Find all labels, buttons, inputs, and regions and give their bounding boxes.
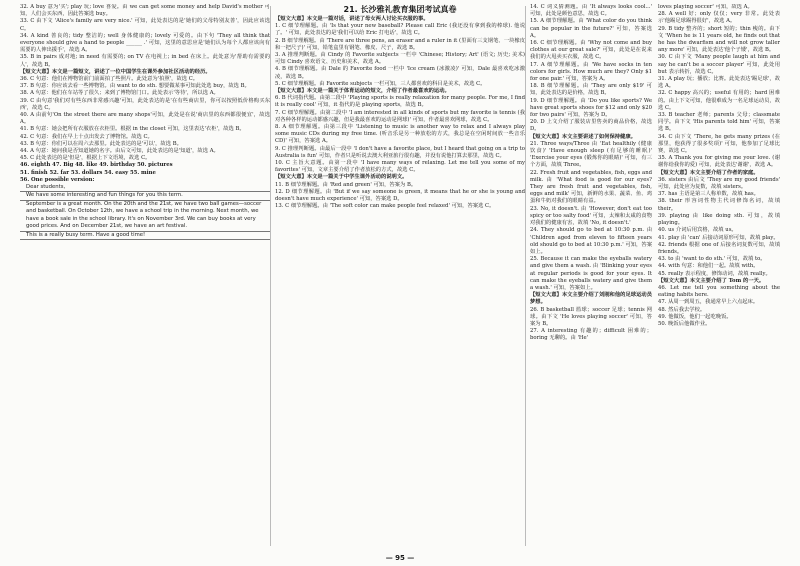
answer-paragraph: 6. B 代词指代题。由第二段中 'Playing sports is really relaxation for many people. For me, I find it is really cool' 可知，it 指代的是 playing sports，故选 B。 — [275, 95, 525, 109]
column-divider-left — [270, 6, 271, 546]
answer-paragraph: 37. has 主语是第三人称单数，故填 has。 — [658, 191, 759, 198]
answer-paragraph: 33. B teacher 老师；parents 父母；classmate 同学。由下文 'His parents told him' 可知，答案选 B。 — [658, 112, 780, 133]
answer-column-right — [530, 4, 780, 549]
answer-subcolumn-b — [658, 4, 780, 328]
answer-paragraph: 29. B tidy 整齐的；short 短的；thin 瘦的。由下文 'When he is 11 years old, he finds out that he has the dwarfism and will not grow taller any more' 可知，此处表达'他个子矮'，故选 B。 — [658, 25, 780, 54]
answer-paragraph: 42. C 句意：我们在早上十点出发去了博物馆。故选 C。 — [20, 133, 153, 140]
answer-paragraph: 12. D 细节理解题。由 'But if we say someone is green, it means that he or she is young and doesn't have much experience' 可知，答案选 D。 — [275, 188, 525, 203]
answer-paragraph: 47. 从周一到周五，我通常早上六点起床。 — [658, 299, 759, 306]
page-number: — 95 — — [385, 554, 415, 562]
answer-paragraph: 36. C 句意：他们在博物馆前门前面拍了些照片。此处意为'拍照'，故选 C。 — [20, 76, 199, 83]
answer-paragraph: 33. C 由下文 'Alice's family are very nice.' 可知，此处表达的是'她们的父母特别友善'，因此应该选 C。 — [20, 18, 270, 32]
passage-summary: 【短文大意】本文主要介绍了 Tom 的一天。 — [658, 277, 765, 284]
answer-paragraph: 37. B 句意：你应该去看一些博物馆。由 want to do sth. 想要做某事可知此处选 buy，故选 B。 — [20, 83, 250, 90]
answer-paragraph: 32. A buy 意为'买'; play 玩; love 喜爱。由 we can get some money and help David's mother 可知，人们会买东西，因此答案选 buy。 — [20, 4, 270, 18]
page-title: 21. 长沙雅礼教育集团考试真卷 — [343, 5, 457, 14]
answer-paragraph: 36. sisters 由后文 'They are my good friends' 可知，此处应为复数，故填 sisters。 — [658, 176, 780, 191]
answer-paragraph: 21. Three ways/Three 由 'Eat healthily (健康饮食)' 'Have enough sleep (有足够的睡眠)' 'Exercise your eyes (锻炼你的眼睛)' 可知，有三个方面，故填 Three。 — [530, 140, 652, 169]
answer-paragraph: 9. C 推理判断题。由最后一段中 'I don't have a favorite place, but I heard that going on a trip to Australia is fun' 可知，作者只是听说去澳大利亚旅行很有趣，并没有说他打算去那里，故选 C。 — [275, 145, 525, 159]
answer-paragraph: 15. A 细节理解题。由 'What color do you think can be popular in the future?' 可知，答案选 A。 — [530, 18, 652, 39]
answer-paragraph: 44. with 句意：和他们一起。故填 with。 — [658, 263, 759, 270]
answer-paragraph: 43. to 由 'want to do sth.' 可知，故填 to。 — [658, 256, 766, 263]
answer-paragraph: 42. friends 根据 one of 后接名词复数可知，故填 friends。 — [658, 241, 780, 255]
answer-paragraph: 50. 晚饭后他做作业。 — [658, 320, 711, 327]
letter-salutation: Dear students, — [20, 184, 270, 192]
column-divider-right — [525, 6, 526, 546]
answer-paragraph: 26. B basketball 篮球；soccer 足球；tennis 网球。由下文 'He loves playing soccer' 可知，答案为 B。 — [530, 306, 652, 327]
answer-paragraph: 17. A 细节理解题。由 'We have socks in ten colors for girls. How much are they? Only $1 for one pair.' 可知，答案为 A。 — [530, 61, 652, 83]
answer-paragraph: 41. B 句意：她会把所有衣服放在衣柜里。根据 in the closet 可知，这里表达'衣柜'，故选 B。 — [20, 126, 245, 133]
answer-column-left — [20, 4, 270, 549]
answer-paragraph: 44. A 句意：她问我是否知道她的名字。由后文可知，此处表达的是'知道'，故选 A。 — [20, 148, 219, 155]
answer-paragraph: 39. playing 由 like doing sth. 可知，故填 playing。 — [658, 212, 780, 227]
answer-paragraph: loves playing soccer' 可知，故选 A。 — [658, 4, 753, 10]
passage-summary: 【短文大意】本文主要讲述了如何保持健康。 — [530, 133, 636, 140]
answer-paragraph: 13. C 细节理解题。由 'The soft color can make people feel relaxed' 可知，答案选 C。 — [275, 203, 495, 210]
letter-line: We have some interesting and fun things for you this term. — [20, 192, 270, 200]
passage-summary: 【短文大意】本文主要介绍了刘刚和他的足球运动员梦想。 — [530, 292, 652, 306]
answer-paragraph: 20. D 上文介绍了服装店里售卖的商品价格，故选 D。 — [530, 119, 652, 133]
passage-summary: 【短文大意】本文是一篇关于体育运动的短文，介绍了作者最喜欢的运动。 — [275, 88, 450, 95]
answer-subcolumn-a — [530, 4, 652, 343]
answer-paragraph: 7. C 细节理解题。由第二段中 'I am interested in all kinds of sports but my favorite is tennis (我对各种各样的运动都感兴趣，但是我最喜欢的运动是网球)' 可知，作者最喜欢网球，故选 C。 — [275, 109, 525, 123]
answer-paragraph: 2. B 细节理解题。由 'There are three pens, an eraser and a ruler in it (里面有三支钢笔、一块橡皮和一把尺子)' 可知，铅笔盒里有钢笔、橡皮、尺子，故选 B。 — [275, 37, 525, 51]
answer-paragraph: 3. A 推理判断题。由 Cindy 的 Favorite subjects 一栏中 'Chinese; History; Art' (语文; 历史; 美术) 可知 Cindy 喜欢语文、历史和美术，故选 A。 — [275, 52, 525, 66]
answer-paragraph: 40. us 介词后用宾格，故填 us。 — [658, 227, 737, 234]
answer-paragraph: 39. C 由句意'我们对有些东西非常感兴趣'可知，此处表达的是'在有些商店里，你可以按照低价格购买东西'，故选 C。 — [20, 97, 270, 111]
answer-paragraph: 34. A kind 善良的; tidy 整洁的; well 身体健康的; lovely 可爱的。由下句 'They all think that everyone should give a hand to people ______ .' 可知，这里的意思应是'她们认为每个人都应该向有需要的人伸出援手'，故选 A。 — [20, 32, 270, 54]
answer-paragraph: 45. C 此处表达的是'但是'，根据上下文语境，故选 C。 — [20, 155, 151, 162]
answer-paragraph: 49. 他做饭，他们一起吃晚饭。 — [658, 313, 732, 320]
answer-paragraph: 10. C 主旨大意题。由第一段中 'I have many ways of relaxing. Let me tell you some of my favorites' 可知，文章主要介绍了作者放松的方式，故选 C。 — [275, 160, 525, 174]
letter-line: September is a great month. On the 20th and the 21st, we have two ball games—soccer and basketball. On October 12th, we have a school trip in the morning. Next month, we have a book sale in the school library. It's on November 3rd. We can buy books at very good prices. And on December 21st, we have an art festival. — [20, 201, 270, 232]
answer-paragraph: 4. B 细节理解题。由 Dale 的 Favorite food 一栏中 'Ice cream (冰激凌)' 可知，Dale 最喜欢吃冰激凌，故选 B。 — [275, 66, 525, 80]
answer-paragraph: 27. A interesting 有趣的；difficult 困难的；boring 无聊的。由 'He' — [530, 328, 652, 342]
answer-paragraph: 14. C 词义猜测题。由 'It always looks cool...' 可知，此处是颜色意思，故选 C。 — [530, 4, 652, 18]
answer-paragraph: 45. really 表示程度，修饰动词，故填 really。 — [658, 270, 771, 277]
answer-paragraph: 22. Fresh fruit and vegetables, fish, eggs and milk. 由 'What food is good for our eyes? They are fresh fruit and vegetables, fish, eggs and milk' 可知，新鲜的水果、蔬菜、鱼、鸡蛋和牛奶对我们的眼睛有益。 — [530, 169, 652, 205]
answer-paragraph: 46. Let me tell you something about the eating habits here. — [658, 284, 780, 299]
answer-paragraph: 28. A well 好；only 仅仅；very 非常。此处表示'他踢足球踢得很好'，故选 A。 — [658, 11, 780, 25]
passage-summary: 【短文大意】本文是一篇对话，讲述了母女两人讨论买衣服的事。 — [275, 16, 429, 22]
answer-paragraph: 23. No, it doesn't. 由 'However, don't eat too spicy or too salty food' 可知，太辣和太咸的食物对我们的健康有害，故填 'No, it doesn't.' — [530, 205, 652, 227]
answer-paragraph: 18. B 细节理解题。由 'They are only $19' 可知，此处表达的是价格，故选 B。 — [530, 83, 652, 97]
answer-paragraph: 24. They should go to bed at 10:30 p.m. 由 'Children aged from eleven to fifteen years old should go to bed at 10:30 p.m.' 可知，答案如上。 — [530, 227, 652, 255]
letter-line: This is a really busy term. Have a good time! — [20, 232, 270, 240]
answer-key-line: 51. finish 52. far 53. dollars 54. easy 55. mine — [20, 169, 156, 176]
answer-paragraph: 19. D 细节理解题。由 'Do you like sports? We have great sports shoes for $12 and only $20 for two pairs' 可知，答案为 D。 — [530, 97, 652, 119]
answer-paragraph: 40. A 由前句'On the street there are many shops'可知，此处是在说'商店里的东西都很便宜'，故选 A。 — [20, 112, 270, 126]
answer-paragraph: 16. C 细节理解题。由 'Why not come and buy clothes at our great sale?' 可知，此处是在说来我们的大甩卖买衣服，故选 C。 — [530, 40, 652, 61]
passage-summary: 【短文大意】本文是一篇短文，讲述了一位中国学生在课外参加社区活动的经历。 — [20, 68, 211, 75]
passage-summary: 【短文大意】本文主要介绍了作者的家庭。 — [658, 169, 759, 176]
answer-paragraph: 30. C 由下文 'Many people laugh at him and say he can't be a soccer player' 可知，此处用 but 表示转折，故选 C。 — [658, 54, 780, 75]
answer-paragraph: 35. A Thank you for giving me your love. (谢谢你给我你的爱) 可知，此处表达'谢谢'，故选 A。 — [658, 155, 780, 169]
answer-paragraph: 35. B in pairs 成对地; in need 有需要的; on TV 在电视上; in bed 在床上。此处意为'帮助有需要的人'，故选 B。 — [20, 54, 270, 68]
answer-paragraph: 32. C happy 高兴的；useful 有用的；hard 困难的。由上下文可知，他很难成为一名足球运动员，故选 C。 — [658, 90, 780, 111]
answer-paragraph: 56. One possible version: — [20, 176, 95, 183]
answer-paragraph: 31. A play 玩；播放；比赛。此处表达'踢足球'，故选 A。 — [658, 76, 780, 90]
answer-paragraph: 25. Because it can make the eyeballs watery and give them a wash. 由 'Blinking your eyes at regular periods is good for your eyes. It can make the eyeballs watery and give them a wash.' 可知，答案如上。 — [530, 256, 652, 291]
answer-paragraph: 11. B 细节理解题。由 'Red and green' 可知，答案为 B。 — [275, 181, 417, 188]
passage-summary: 【短文大意】本文是一篇关于中学生课外活动的说明文。 — [275, 174, 408, 181]
answer-paragraph: 34. C 由下文 'There, he gets many prizes (在那里，他获得了很多奖项)' 可知，他参加了足球比赛，故选 C。 — [658, 133, 780, 155]
answer-paragraph: 41. play 由 'can' 后接动词原形可知，故填 play。 — [658, 234, 779, 241]
answer-paragraph: 1. C 细节理解题。由 'Is that your new baseball? Please call Eric (我还没有拿到我的棒球). 他说了。' 可知，此处表达的是'我们可以给 Eric 打电话'，故选 C。 — [275, 23, 525, 37]
answer-paragraph: 43. B 句意：你们可以在周六去那里。此处表达的是'可以'，故选 B。 — [20, 140, 182, 147]
answer-paragraph: 8. A 细节理解题。由第三段中 'Listening to music is another way to relax and I always play some music CDs during my free time. (听音乐是另一种放松的方式，我总是在空闲时间放一些音乐 CD)' 可知，答案选 A。 — [275, 124, 525, 145]
answer-paragraph: 5. C 细节理解题。由 Favorite subjects 一栏可知，三人都喜欢的科目是美术，故选 C。 — [275, 80, 486, 87]
answer-column-middle — [275, 4, 525, 549]
answer-paragraph: 38. A 句意：他们在车站等了很久；来到了博物馆门口。此处表示'等待'，所以选 A。 — [20, 90, 219, 97]
answer-key-line: 46. eighth 47. Big 48. like 49. birthday 50. pictures — [20, 162, 173, 169]
answer-paragraph: 38. their 形容词性物主代词修饰名词，故填 their。 — [658, 198, 780, 212]
answer-paragraph: 48. 然后我去学校。 — [658, 306, 706, 313]
